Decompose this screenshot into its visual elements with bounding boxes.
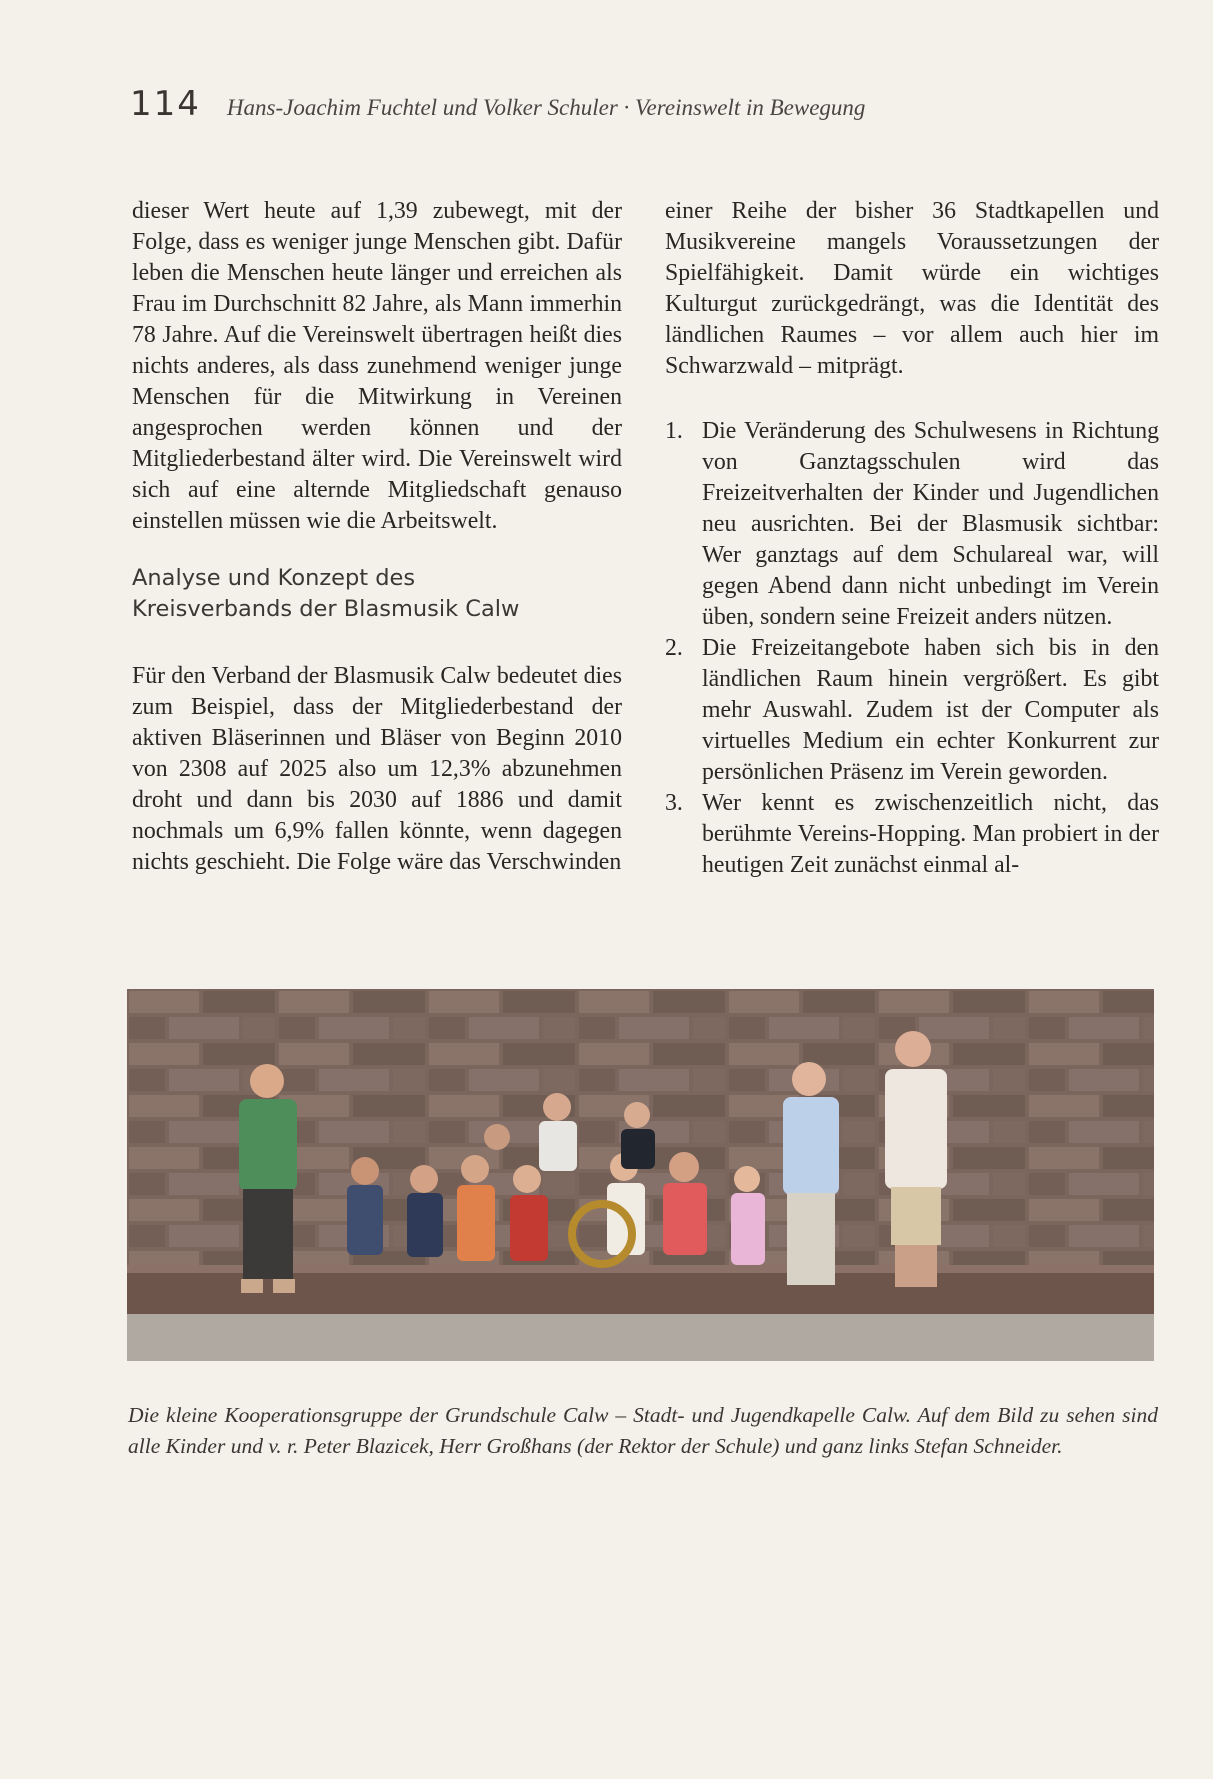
right-column <box>665 196 1159 881</box>
list-number: 1. <box>665 418 683 444</box>
paragraph: dieser Wert heute auf 1,39 zubewegt, mit der Folge, dass es weniger junge Menschen gibt. Dafür leben die Menschen heute länger und erreichen als Frau im Durchschnitt 82 Jahre, als Mann immerhin 78 Jahre. Auf die Vereinswelt übertragen heißt dies nichts anderes, als dass zunehmend weniger junge Menschen für die Mitwirkung in Vereinen angesprochen werden können und der Mitgliederbestand älter wird. Die Vereinswelt wird sich auf eine alternde Mitgliedschaft genauso einstellen müssen wie die Arbeitswelt. <box>132 198 622 534</box>
list-item <box>665 416 1159 633</box>
list-item <box>665 633 1159 788</box>
list-number: 3. <box>665 790 683 816</box>
page-header <box>130 84 1030 124</box>
list-text: Wer kennt es zwischenzeitlich nicht, das berühmte Vereins-Hopping. Man probiert in der heutigen Zeit zunächst einmal al- <box>702 790 1159 878</box>
section-heading <box>132 563 622 625</box>
photo-caption: Die kleine Kooperationsgruppe der Grundschule Calw – Stadt- und Jugendkapelle Calw. Auf dem Bild zu sehen sind alle Kinder und v. r. Peter Blazicek, Herr Großhans (der Rektor der Schule) und ganz links Stefan Schneider. <box>128 1403 1158 1458</box>
group-photo-illustration <box>127 989 1154 1361</box>
section-heading-line-2: Kreisverbands der Blasmusik Calw <box>132 596 520 622</box>
paragraph: einer Reihe der bisher 36 Stadtkapellen und Musikvereine mangels Voraussetzungen der Spielfähigkeit. Damit würde ein wichtiges Kulturgut zurückgedrängt, was die Identität des ländlichen Raumes – vor allem auch hier im Schwarzwald – mitprägt. <box>665 198 1159 379</box>
running-head: Hans-Joachim Fuchtel und Volker Schuler · Vereinswelt in Bewegung <box>226 95 866 120</box>
list-number: 2. <box>665 635 683 661</box>
left-column <box>132 196 622 878</box>
numbered-list <box>665 416 1159 881</box>
list-item <box>665 788 1159 881</box>
section-heading-line-1: Analyse und Konzept des <box>132 565 416 591</box>
page-number: 114 <box>130 84 201 124</box>
group-photo <box>127 989 1154 1361</box>
paragraph: Für den Verband der Blasmusik Calw bedeutet dies zum Beispiel, dass der Mitgliederbestand der aktiven Bläserinnen und Bläser von Beginn 2010 von 2308 auf 2025 also um 12,3% abzunehmen droht und dann bis 2030 auf 1886 und damit nochmals um 6,9% fallen könnte, wenn dagegen nichts geschieht. Die Folge wäre das Verschwinden <box>132 663 622 875</box>
list-text: Die Freizeitangebote haben sich bis in den ländlichen Raum hinein vergrößert. Es gibt mehr Auswahl. Zudem ist der Computer als virtuelles Medium ein echter Konkurrent zur persönlichen Präsenz im Verein geworden. <box>702 635 1159 785</box>
list-text: Die Veränderung des Schulwesens in Richtung von Ganztagsschulen wird das Freizeitverhalten der Kinder und Jugendlichen neu ausrichten. Bei der Blasmusik sichtbar: Wer ganztags auf dem Schulareal war, will gegen Abend dann nicht unbedingt im Verein üben, sondern seine Freizeit anders nützen. <box>702 418 1159 630</box>
